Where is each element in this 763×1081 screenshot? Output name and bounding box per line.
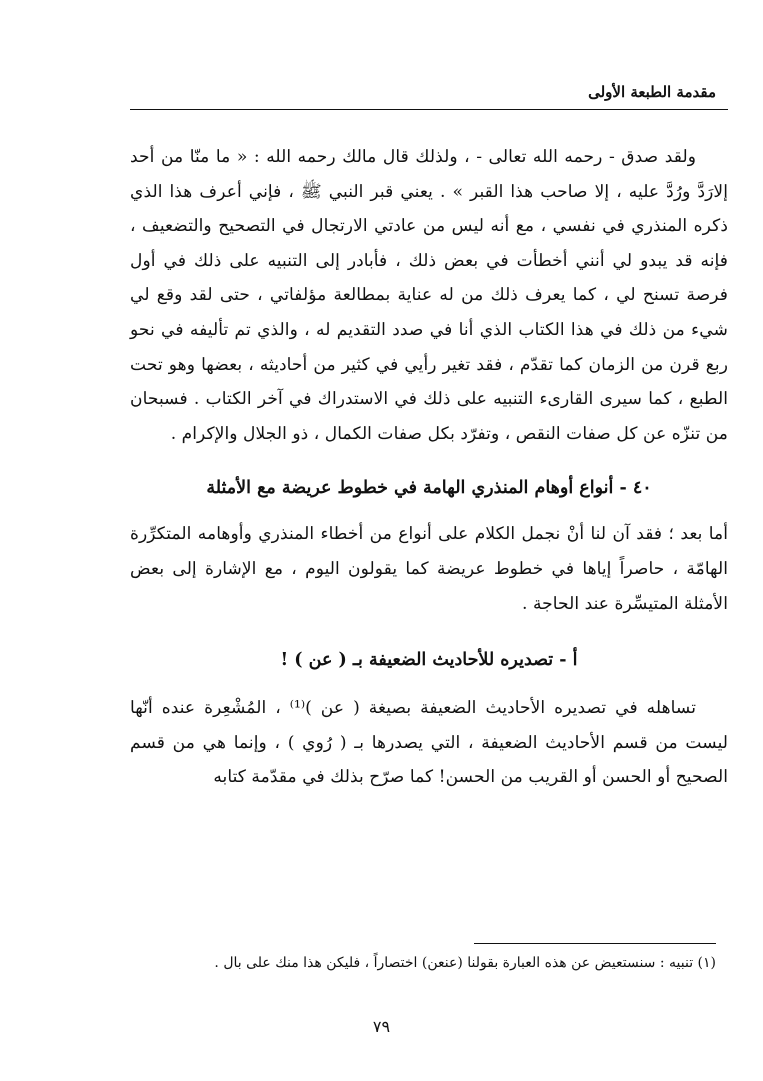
paragraph-1: ولقد صدق - رحمه الله تعالى - ، ولذلك قال مالك رحمه الله : « ما منّا من أحد إلارَدَّ ورُدَّ عليه ، إلا صاحب هذا القبر » . يعني قبر النبي ﷺ ، فإني أعرف هذا الذي ذكره المنذري في نفسي ، مع أنه ليس من عادتي الارتجال في التصحيح والتضعيف ، فإنه قد يبدو لي أنني أخطأت في بعض ذلك ، فأبادر إلى التنبيه على ذلك في أول فرصة تسنح لي ، كما يعرف ذلك من له عناية بمطالعة مؤلفاتي ، حتى لقد وقع لي شيء من ذلك في هذا الكتاب الذي أنا في صدد التقديم له ، والذي تم تأليفه في نحو ربع قرن من الزمان كما تقدّم ، فقد تغير رأيي في كثير من أحاديثه ، بعضها وهو تحت الطبع ، كما سيرى القارىء التنبيه على ذلك في الاستدراك في آخر الكتاب . فسبحان من تنزّه عن كل صفات النقص ، وتفرّد بكل صفات الكمال ، ذو الجلال والإكرام . [130,147,728,444]
running-head: مقدمة الطبعة الأولى [588,83,716,101]
subsection-heading: أ - تصديره للأحاديث الضعيفة بـ ( عن ) ! [280,650,578,671]
section-heading: ٤٠ - أنواع أوهام المنذري الهامة في خطوط عريضة مع الأمثلة [206,478,652,499]
header-rule [130,109,728,110]
paragraph-3: تساهله في تصديره الأحاديث الضعيفة بصيغة ( عن )⁽¹⁾ ، المُشْعِرة عنده أنّها ليست من قسم الأحاديث الضعيفة ، التي يصدرها بـ ( رُوي ) ، وإنما هي من قسم الصحيح أو الحسن أو القريب من الحسن! كما صرّح بذلك في مقدّمة كتابه [130,698,728,788]
page-number: ٧٩ [372,1017,391,1036]
paragraph-2: أما بعد ؛ فقد آن لنا أنْ نجمل الكلام على أنواع من أخطاء المنذري وأوهامه المتكرِّرة الهامّة ، حاصراً إياها في خطوط عريضة كما يقولون اليوم ، مع الإشارة إلى بعض الأمثلة المتيسِّرة عند الحاجة . [130,524,728,614]
footnote: (١) تنبيه : سنستعيض عن هذه العبارة بقولنا (عنعن) اختصاراً ، فليكن هذا منك على بال . [214,955,716,971]
footnote-rule [474,943,716,944]
body-text [130,140,728,795]
